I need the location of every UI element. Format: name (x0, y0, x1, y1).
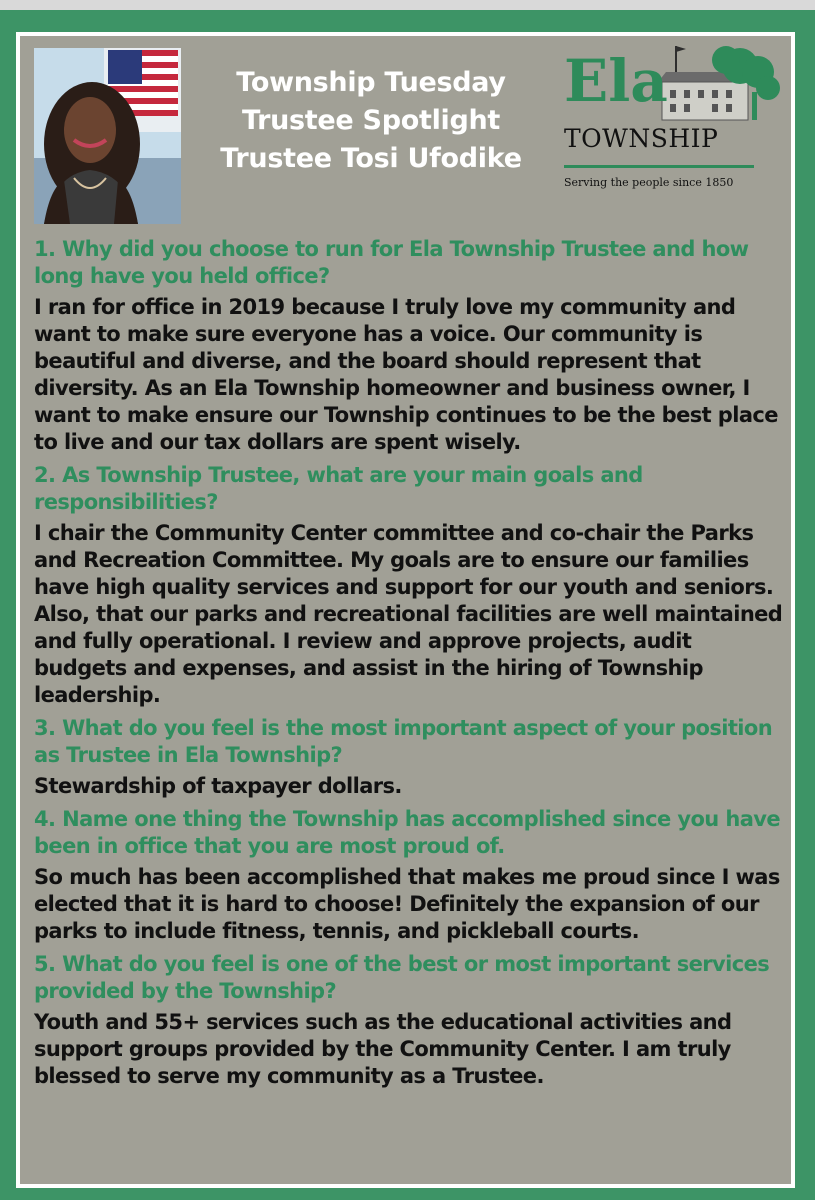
portrait-image (34, 48, 181, 224)
logo-tagline: Serving the people since 1850 (564, 176, 734, 189)
logo-name: Ela (564, 47, 668, 115)
question-1: 1. Why did you choose to run for Ela Township Trustee and how long have you held office? (34, 237, 749, 288)
question-4: 4. Name one thing the Township has accomplished since you have been in office that you are most proud of. (34, 807, 780, 858)
logo-township: TOWNSHIP (564, 124, 719, 153)
spotlight-card (16, 32, 795, 1188)
answer-4: So much has been accomplished that makes me proud since I was elected that it is hard to choose! Definitely the expansion of our parks to include fitness, tennis, and pickleball courts. (34, 865, 780, 943)
trustee-portrait (34, 48, 181, 224)
question-5: 5. What do you feel is one of the best or most important services provided by the Township? (34, 952, 770, 1003)
qa-list (34, 236, 784, 1096)
top-bar (0, 0, 815, 10)
header-line-1: Township Tuesday (236, 67, 506, 98)
header-titles (206, 64, 536, 178)
answer-2: I chair the Community Center committee and co-chair the Parks and Recreation Committee. My goals are to ensure our families have high quality services and support for our youth and seniors. Also, that our parks and recreational facilities are well maintained and fully operational. I review and approve projects, audit budgets and expenses, and assist in the hiring of Township leadership. (34, 521, 783, 707)
header-line-2: Trustee Spotlight (241, 105, 501, 136)
answer-5: Youth and 55+ services such as the educational activities and support groups provided by the Community Center. I am truly blessed to serve my community as a Trustee. (34, 1010, 732, 1088)
logo-divider (564, 165, 754, 168)
answer-1: I ran for office in 2019 because I truly love my community and want to make sure everyone has a voice. Our community is beautiful and diverse, and the board should represent that diversity. As an Ela Township homeowner and business owner, I want to make ensure our Township continues to be the best place to live and our tax dollars are spent wisely. (34, 295, 778, 454)
header-line-3: Trustee Tosi Ufodike (220, 143, 522, 174)
answer-3: Stewardship of taxpayer dollars. (34, 774, 402, 798)
ela-township-logo (558, 42, 788, 202)
question-2: 2. As Township Trustee, what are your main goals and responsibilities? (34, 463, 643, 514)
question-3: 3. What do you feel is the most important aspect of your position as Trustee in Ela Township? (34, 716, 773, 767)
